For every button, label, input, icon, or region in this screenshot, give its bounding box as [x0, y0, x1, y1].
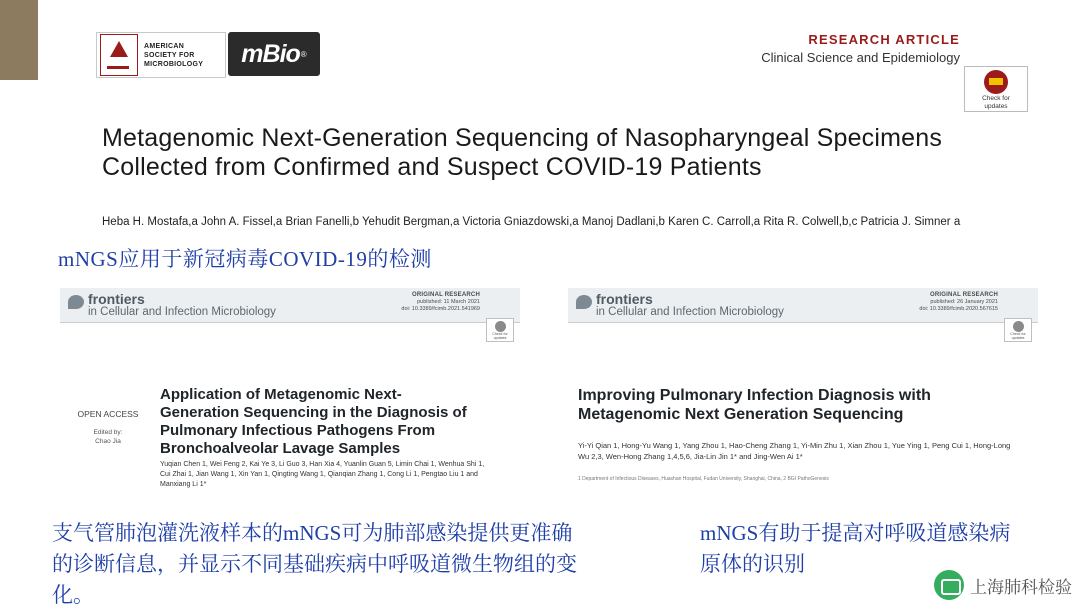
caption-mngs-covid19: mNGS应用于新冠病毒COVID-19的检测: [58, 247, 432, 271]
frontiers-crossmark-line-2-right: updates: [1011, 336, 1025, 340]
asm-logo-line-2: SOCIETY FOR: [144, 51, 195, 59]
frontiers-paper-title-left: Application of Metagenomic Next-Generation Sequencing in the Diagnosis of Pulmonary Infectious Pathogens From Bronchoalveolar Lavage Samples: [160, 386, 467, 457]
frontiers-journal-name-left: in Cellular and Infection Microbiology: [88, 306, 276, 318]
asm-logo: [96, 32, 226, 78]
caption-bal-mngs: 支气管肺泡灌洗液样本的mNGS可为肺部感染提供更准确的诊断信息，并显示不同基础疾病中呼吸道微生物组的变化。: [52, 521, 577, 607]
article-section-label: Clinical Science and Epidemiology: [761, 50, 960, 65]
mbio-registered-mark: ®: [300, 49, 307, 59]
slide-left-bar-mask: [0, 80, 38, 608]
asm-logo-line-3: MICROBIOLOGY: [144, 60, 204, 68]
crossmark-icon: [1013, 321, 1024, 332]
frontiers-crossmark-line-2-left: updates: [493, 336, 507, 340]
frontiers-journal-name-right: in Cellular and Infection Microbiology: [596, 306, 784, 318]
frontiers-logo-left: [68, 292, 276, 319]
frontiers-article-type-right: ORIGINAL RESEARCH: [930, 292, 998, 298]
crossmark-check-for-updates-badge: [964, 66, 1028, 112]
watermark-text: 上海肺科检验: [970, 577, 1072, 597]
watermark: [934, 570, 1072, 600]
frontiers-leaf-icon: [68, 295, 84, 309]
article-type-label: RESEARCH ARTICLE: [808, 32, 960, 47]
caption-respiratory-pathogen: mNGS有助于提高对呼吸道感染病原体的识别: [700, 521, 1011, 576]
mbio-paper-authors: Heba H. Mostafa,a John A. Fissel,a Brian Fanelli,b Yehudit Bergman,a Victoria Gniazdowski,a Manoj Dadlani,b Karen C. Carroll,a Rita R. Colwell,b,c Patricia J. Simner a: [102, 216, 961, 228]
frontiers-header-right: [568, 288, 1038, 323]
frontiers-crossmark-left: [486, 318, 514, 342]
edited-by-name-left: Chao Jia: [95, 438, 121, 445]
mbio-journal-logo: [228, 32, 320, 76]
frontiers-crossmark-line-1-right: Check for: [1010, 332, 1026, 336]
frontiers-paper-affiliation-right: 1 Department of Infectious Diseases, Huashan Hospital, Fudan University, Shanghai, China, 2 BGI PathoGenesis: [578, 476, 829, 482]
frontiers-article-card-left: [60, 288, 520, 503]
frontiers-doi-right: doi: 10.3389/fcimb.2020.567615: [919, 306, 998, 312]
crossmark-icon: [984, 70, 1008, 94]
frontiers-paper-title-right: Improving Pulmonary Infection Diagnosis with Metagenomic Next Generation Sequencing: [578, 387, 931, 423]
crossmark-line-1: Check for: [982, 95, 1010, 102]
frontiers-logo-name-left: frontiers: [88, 291, 145, 307]
frontiers-paper-authors-right: Yi-Yi Qian 1, Hong-Yu Wang 1, Yang Zhou 1, Hao-Cheng Zhang 1, Yi-Min Zhu 1, Xian Zhou 1, Yue Ying 1, Peng Cui 1, Hong-Long Wu 2,3, Wen-Hong Zhang 1,4,5,6, Jia-Lin Jin 1* and Jing-Wen Ai 1*: [578, 441, 1011, 461]
open-access-label-left: OPEN ACCESS: [77, 409, 139, 419]
mbio-paper-title: Metagenomic Next-Generation Sequencing of Nasopharyngeal Specimens Collected from Confirmed and Suspect COVID-19 Patients: [102, 124, 943, 181]
frontiers-paper-authors-left: Yuqian Chen 1, Wei Feng 2, Kai Ye 3, Li Guo 3, Han Xia 4, Yuanlin Guan 5, Limin Chai 1, Wenhua Shi 1, Cui Zhai 1, Jian Wang 1, Xin Yan 1, Qingting Wang 1, Qianqian Zhang 1, Cong Li 1, Pengtao Liu 1 and Manxiang Li 1*: [160, 461, 485, 488]
frontiers-logo-name-right: frontiers: [596, 291, 653, 307]
frontiers-published-left: published: 11 March 2021: [417, 299, 480, 305]
asm-logo-text: [144, 42, 203, 69]
frontiers-crossmark-right: [1004, 318, 1032, 342]
crossmark-icon: [495, 321, 506, 332]
edited-by-block-left: [68, 428, 148, 446]
frontiers-published-right: published: 26 January 2021: [930, 299, 998, 305]
frontiers-logo-right: [576, 292, 784, 319]
frontiers-doi-left: doi: 10.3389/fcimb.2021.541969: [401, 306, 480, 312]
asm-logo-line-1: AMERICAN: [144, 42, 185, 50]
frontiers-leaf-icon: [576, 295, 592, 309]
mbio-logo-text: mBio: [241, 39, 300, 68]
frontiers-article-type-left: ORIGINAL RESEARCH: [412, 292, 480, 298]
frontiers-meta-right: [919, 292, 998, 313]
wechat-logo-icon: [934, 570, 964, 600]
mbio-article-card: [88, 18, 1050, 240]
frontiers-meta-left: [401, 292, 480, 313]
frontiers-article-card-right: [568, 288, 1038, 503]
edited-by-label-left: Edited by:: [93, 429, 123, 436]
frontiers-crossmark-line-1-left: Check for: [492, 332, 508, 336]
asm-mark-icon: [100, 34, 138, 76]
crossmark-line-2: updates: [984, 102, 1008, 110]
frontiers-header-left: [60, 288, 520, 323]
